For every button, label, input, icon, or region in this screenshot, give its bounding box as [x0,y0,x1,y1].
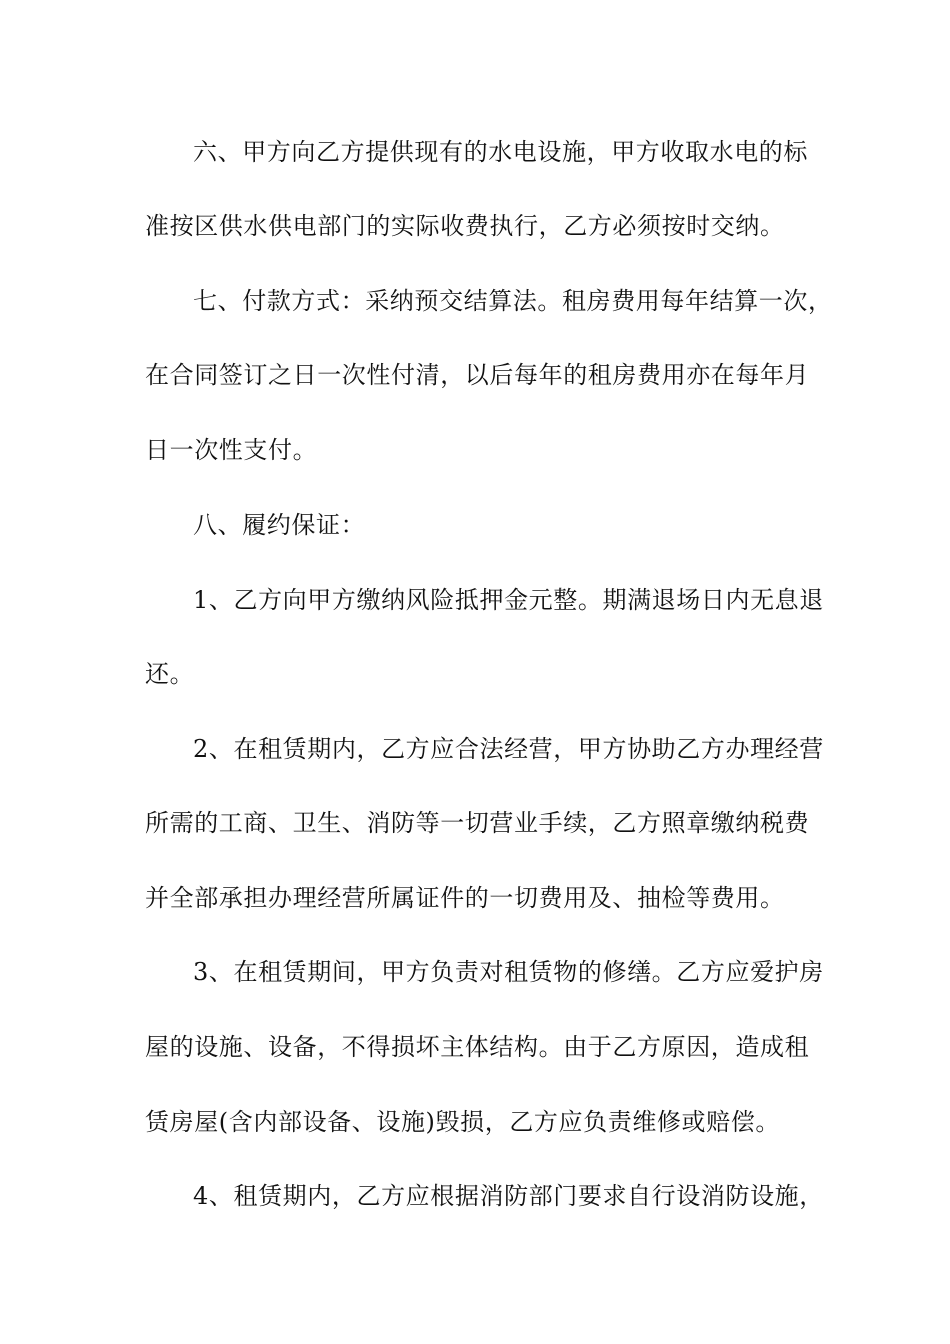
text-line: 并全部承担办理经营所属证件的一切费用及、抽检等费用。 [145,884,785,912]
text-line: 还。 [145,660,195,688]
text-line: 赁房屋(含内部设备、设施)毁损，乙方应负责维修或赔偿。 [145,1108,780,1136]
text-line: 4、租赁期内，乙方应根据消防部门要求自行设消防设施， [193,1182,824,1210]
text-line: 六、甲方向乙方提供现有的水电设施，甲方收取水电的标 [193,138,808,166]
text-line: 屋的设施、设备，不得损坏主体结构。由于乙方原因，造成租 [145,1033,810,1061]
text-line: 七、付款方式：采纳预交结算法。租房费用每年结算一次， [193,287,833,315]
text-line: 所需的工商、卫生、消防等一切营业手续，乙方照章缴纳税费 [145,809,810,837]
text-line: 日一次性支付。 [145,436,318,464]
text-line: 3、在租赁期间，甲方负责对租赁物的修缮。乙方应爱护房 [193,958,824,986]
text-line: 在合同签订之日一次性付清，以后每年的租房费用亦在每年月 [145,361,810,389]
text-line: 2、在租赁期内，乙方应合法经营，甲方协助乙方办理经营 [193,735,824,763]
text-line: 准按区供水供电部门的实际收费执行，乙方必须按时交纳。 [145,212,785,240]
section-heading: 八、履约保证： [193,511,366,539]
text-line: 1、乙方向甲方缴纳风险抵押金元整。期满退场日内无息退 [193,586,824,614]
